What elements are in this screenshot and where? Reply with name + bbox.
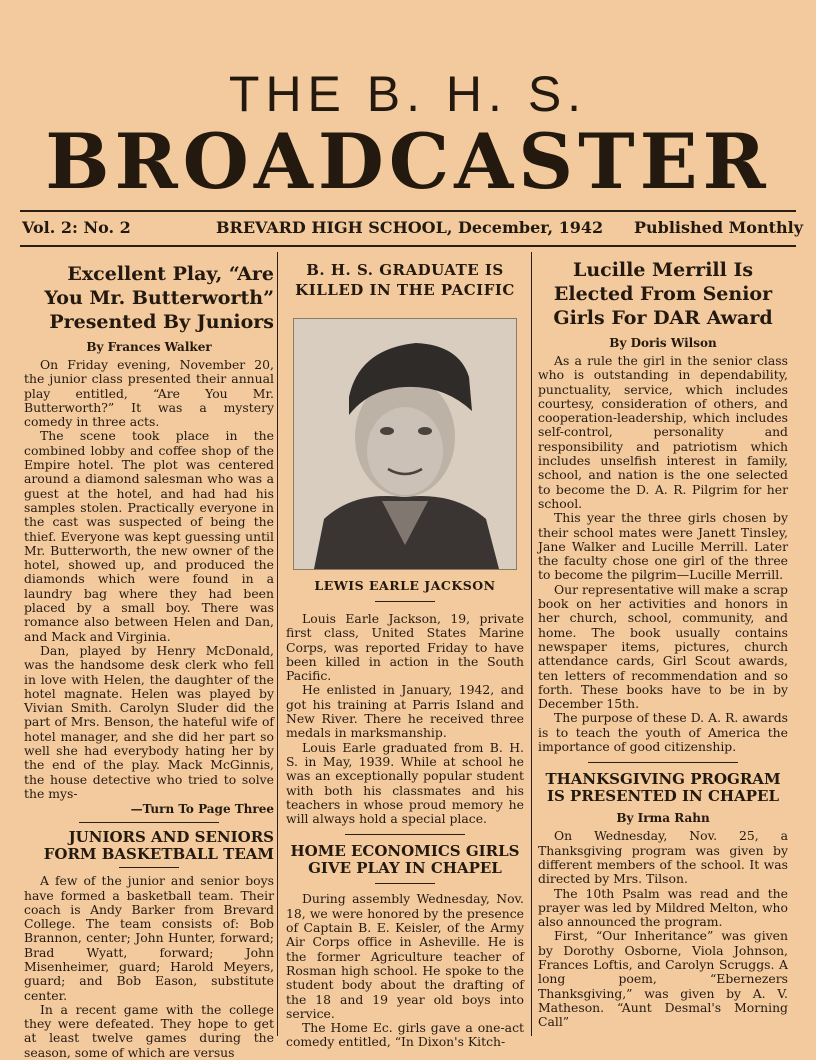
graduate-headline: B. H. S. GRADUATE IS KILLED IN THE PACIFIC — [295, 261, 515, 299]
play-paragraph: The scene took place in the combined lobby and coffee shop of the Empire hotel. The plot was centered around a diamond salesman who was a guest at the hotel, and had had his samples stolen. Practically everyone in the cast was suspected of being the thief. Everyone was kept guessing until Mr. Butterworth, the new owner of the hotel, showed up, and produced the diamonds which were found in a laundry bag where they had been placed by a small boy. There was romance also between Helen and Dan, and Mack and Virginia. — [24, 428, 274, 644]
portrait-image — [294, 319, 516, 569]
home-ec-paragraph: The Home Ec. girls gave a one-act comedy entitled, “In Dixon's Kitch- — [286, 1020, 524, 1050]
thanksgiving-article-body — [538, 829, 788, 1029]
article-separator — [588, 762, 738, 763]
column-left — [24, 262, 274, 1060]
dar-paragraph: Our representative will make a scrap book on her activities and honors in her church, school, community, and home. The book usually contains newspaper items, pictures, church attendance cards, Girl Scout awards, ten letters of recommendation and so forth. These books have to be in by December 15th. — [538, 581, 788, 712]
thanksgiving-paragraph: The 10th Psalm was read and the prayer was led by Mildred Melton, who also announced the program. — [538, 885, 788, 930]
dateline-bottom-rule — [20, 245, 796, 247]
article-separator — [119, 867, 179, 868]
column-middle — [286, 260, 524, 300]
basketball-headline: JUNIORS AND SENIORS FORM BASKETBALL TEAM — [43, 828, 274, 864]
graduate-paragraph: He enlisted in January, 1942, and got his training at Parris Island and New River. There he received three medals in marksmanship. — [286, 682, 524, 741]
thanksgiving-paragraph: On Wednesday, Nov. 25, a Thanksgiving program was given by different members of the school. It was directed by Mrs. Tilson. — [538, 828, 788, 887]
column-divider-left — [277, 252, 278, 1036]
article-separator — [79, 822, 219, 823]
dar-article-body — [538, 354, 788, 754]
masthead-line1: THE B. H. S. — [228, 66, 588, 122]
article-separator — [375, 883, 435, 884]
dar-headline: Lucille Merrill Is Elected From Senior Girls For DAR Award — [553, 259, 773, 329]
column-middle-lower — [286, 578, 524, 1050]
publication-frequency: Published Monthly — [634, 218, 803, 237]
dateline — [22, 217, 803, 239]
graduate-article-body — [286, 612, 524, 826]
thanksgiving-paragraph: First, “Our Inheritance” was given by Dorothy Osborne, Viola Johnson, Frances Loftis, and Carolyn Scruggs. A long poem, “Ebernezers Thanksgiving,” was given by A. V. Matheson. “Aunt Desmal's Morning Call” — [538, 928, 788, 1030]
graduate-paragraph: Louis Earle Jackson, 19, private first class, United States Marine Corps, was reported Friday to have been killed in action in the South Pacific. — [286, 611, 524, 684]
photo-caption: LEWIS EARLE JACKSON — [314, 578, 496, 593]
portrait-photo — [293, 318, 517, 570]
play-paragraph: Dan, played by Henry McDonald, was the handsome desk clerk who fell in love with Helen, the daughter of the hotel magnate. Helen was played by Vivian Smith. Carolyn Sluder did the part of Mrs. Benson, the hateful wife of hotel manager, and she did her part so well she had everybody hating her by the end of the play. Mack McGinnis, the house detective who tried to solve the mys- — [24, 642, 274, 801]
article-separator — [375, 601, 435, 602]
graduate-paragraph: Louis Earle graduated from B. H. S. in May, 1939. While at school he was an exceptionally popular student with both his classmates and his teachers in whose proud memory he will always hold a special place. — [286, 739, 524, 827]
volume-number: Vol. 2: No. 2 — [22, 218, 131, 237]
dar-paragraph: This year the three girls chosen by their school mates were Janett Tinsley, Jane Walker and Lucille Merrill. Later the faculty chose one girl of the three to become the pilgrim—Lucille Merrill. — [538, 510, 788, 583]
dar-paragraph: As a rule the girl in the senior class who is outstanding in dependability, punctuality, service, which includes courtesy, consideration of others, and cooperation-leadership, which includes self-control, personality and responsibility and patriotism which includes unselfish interest in family, school, and nation is the one selected to become the D. A. R. Pilgrim for her school. — [538, 353, 788, 511]
play-byline: By Frances Walker — [86, 340, 212, 354]
masthead-title: BROADCASTER — [45, 117, 771, 206]
turn-to-page-link[interactable]: —Turn To Page Three — [130, 802, 274, 817]
column-right — [538, 258, 788, 1029]
column-divider-right — [531, 252, 532, 1036]
school-date: BREVARD HIGH SCHOOL, December, 1942 — [216, 218, 604, 237]
thanksgiving-byline: By Irma Rahn — [616, 811, 710, 826]
dateline-top-rule — [20, 210, 796, 212]
article-separator — [345, 834, 465, 835]
home-ec-paragraph: During assembly Wednesday, Nov. 18, we were honored by the presence of Captain B. E. Keisler, of the Army Air Corps office in Asheville. He is the former Agriculture teacher of Rosman high school. He spoke to the student body about the drafting of the 18 and 19 year old boys into service. — [286, 891, 524, 1021]
dar-paragraph: The purpose of these D. A. R. awards is to teach the youth of America the importance of good citizenship. — [538, 710, 788, 755]
play-paragraph: On Friday evening, November 20, the junior class presented their annual play entitled, “Are You Mr. Butterworth?” It was a mystery comedy in three acts. — [24, 357, 274, 430]
basketball-paragraph: A few of the junior and senior boys have formed a basketball team. Their coach is Andy Barker from Brevard College. The team consists of: Bob Brannon, center; John Hunter, forward; Brad Wyatt, forward; John Misenheimer, guard; Harold Meyers, guard; and Bob Eason, substitute center. — [24, 873, 274, 1003]
thanksgiving-headline: THANKSGIVING PROGRAM IS PRESENTED IN CHAPEL — [545, 770, 781, 806]
basketball-article-body — [24, 874, 274, 1060]
home-ec-headline: HOME ECONOMICS GIRLS GIVE PLAY IN CHAPEL — [290, 842, 520, 878]
play-article-body — [24, 358, 274, 801]
dar-byline: By Doris Wilson — [609, 336, 717, 350]
basketball-paragraph: In a recent game with the college they were defeated. They hope to get at least twelve games during the season, some of which are versus — [24, 1001, 274, 1060]
home-ec-article-body — [286, 892, 524, 1049]
play-headline: Excellent Play, “Are You Mr. Butterworth” Presented By Juniors — [44, 263, 274, 333]
